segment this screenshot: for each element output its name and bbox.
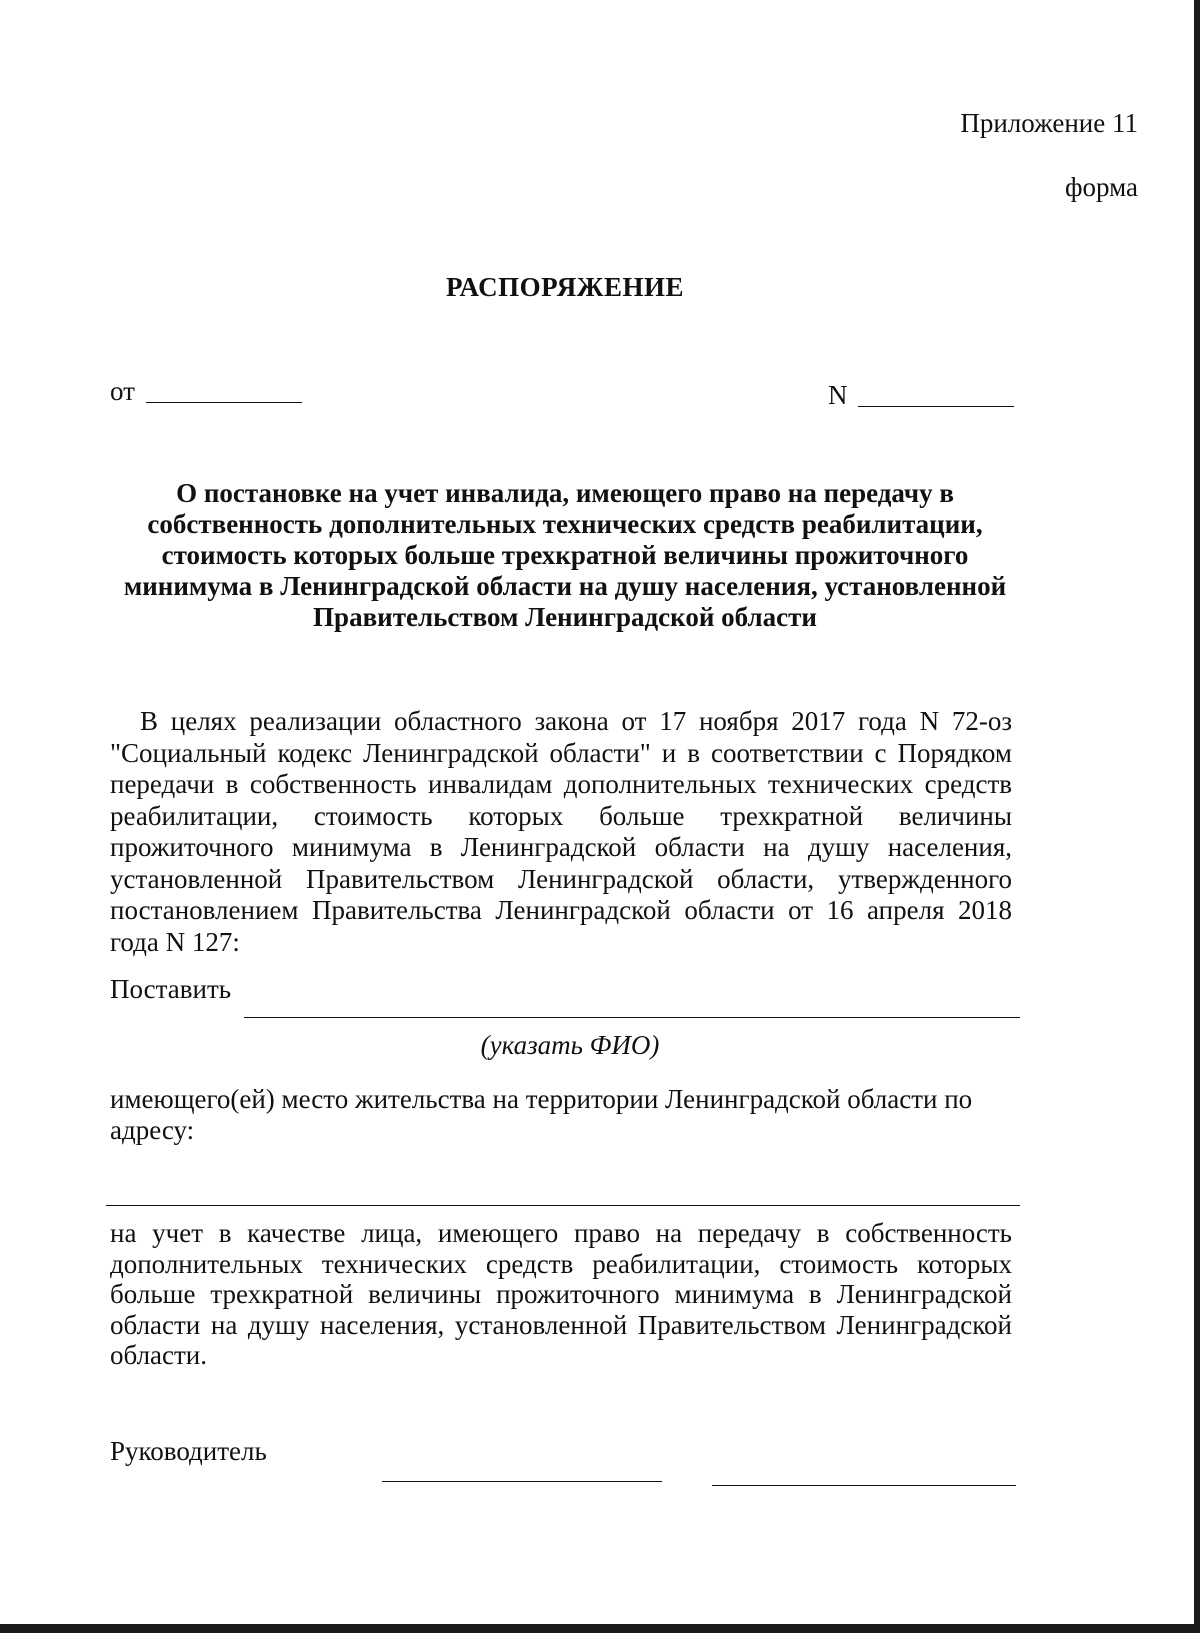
preamble-paragraph: В целях реализации областного закона от 17 ноября 2017 года N 72-оз "Социальный кодекс Ленинградской области" и в соответствии с Порядком передачи в собственность инвалидам дополнительных технических средств реабилитации, стоимость которых больше трехкратной величины прожиточного минимума в Ленинградской области на душу населения, установленной Правительством Ленинградской области, утвержденного постановлением Правительства Ленинградской области от 16 апреля 2018 года N 127: [110,706,1012,957]
address-blank-line [106,1205,1020,1206]
number-label: N [828,380,848,410]
date-label: от [110,376,135,406]
head-label: Руководитель [110,1436,267,1466]
number-blank-line [858,406,1014,407]
put-label: Поставить [110,974,232,1004]
fio-hint: (указать ФИО) [480,1030,660,1060]
form-label: форма [1065,172,1138,202]
signature-blank-line [382,1481,662,1482]
scan-edge-right [1194,0,1200,1633]
fio-blank-line [244,1017,1020,1018]
document-subject: О постановке на учет инвалида, имеющего право на передачу в собственность дополнительных технических средств реабилитации, стоимость которых больше трехкратной величины прожиточного минимума в Ленинградской области на душу населения, установленной Правительством Ленинградской области [123,478,1007,632]
appendix-label: Приложение 11 [960,108,1138,138]
result-paragraph: на учет в качестве лица, имеющего право на передачу в собственность дополнительных технических средств реабилитации, стоимость которых больше трехкратной величины прожиточного минимума в Ленинградской области на душу населения, установленной Правительством Ленинградской области. [110,1218,1012,1370]
date-blank-line [146,402,302,403]
scan-edge-bottom [0,1624,1200,1633]
name-blank-line [712,1485,1016,1486]
document-title: РАСПОРЯЖЕНИЕ [445,272,685,302]
address-paragraph: имеющего(ей) место жительства на территории Ленинградской области по адресу: [110,1084,973,1145]
